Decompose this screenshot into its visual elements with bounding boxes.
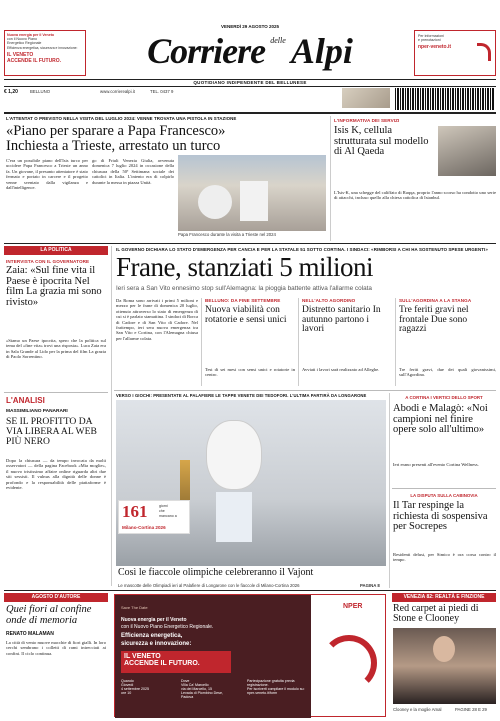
ad-where: Dove Villa Ca' Marcello via dei Marcello, 15 Levada di Piombino Dese, Padova: [181, 679, 223, 699]
countdown-text: che: [159, 509, 165, 513]
pope-photo-caption: Papa Francesco durante la visita a Trieste nel 2024: [178, 232, 276, 237]
price: € 1,20: [4, 89, 18, 95]
right-top-kicker: L'INFORMATIVA DEI SERVIZI: [334, 118, 400, 123]
main-lead: Da Roma sono arrivati i primi 5 milioni e mezzo per le frane di domenica 20 luglio, ottenuto attraverso lo stato di emergenza di cui si è parlato stamattina. I sindaci di Borca di Cadore e di San Vito di Cadore. Nel frattempo, ieri sera nuova emergenza tra San Vito e Cortina, con l'Alemagna chiusa per l'allarme colata.: [116, 298, 198, 341]
bottom-right-headline[interactable]: Red carpet ai piedi di Stone e Clooney: [393, 603, 479, 625]
ad-line: sicurezza e innovazione:: [121, 641, 192, 647]
ad-logo: NPER: [343, 603, 363, 610]
story-headline[interactable]: Tre feriti gravi nel frontale Due sono ragazzi: [399, 305, 469, 335]
countdown-number: 161: [122, 502, 148, 521]
right-low-body: Residenti delusi, per Simico è ora corsa contro il tempo.: [393, 552, 496, 563]
story-body: Tre feriti gravi, due dei quali giovanissimi, sull'Agordina.: [399, 367, 496, 378]
ad-when: Quando Giovedì 4 settembre 2025 ore 10: [121, 679, 149, 695]
ad-line: Efficienza energetica, sicurezza e innovazione:: [7, 46, 78, 50]
tagline: QUOTIDIANO INDIPENDENTE DEL BELLUNESE: [193, 80, 307, 85]
isis-photo: [438, 126, 496, 176]
bottom-left-headline[interactable]: Quei fiori al confine onde di memoria: [6, 604, 92, 626]
barcode: [395, 88, 495, 110]
section-bar-analisi: L'ANALISI: [6, 396, 45, 405]
story-kicker: BELLUNO: DA FINE SETTEMBRE: [205, 298, 281, 303]
logo-part: Corriere: [147, 31, 266, 71]
countdown-label: Milano-Cortina 2026: [122, 525, 166, 530]
ad-line: con il Nuovo Piano Energetico Regionale.: [121, 624, 214, 630]
story-body: Test di sei mesi con sensi unici e rotatorie in centro.: [205, 367, 295, 378]
story-body: Avviati i lavori sarà realizzato ad Alleghe.: [302, 367, 380, 372]
masthead-right-ad[interactable]: [414, 30, 496, 76]
photo-story-sign: PAGINA 8: [360, 583, 380, 588]
energy-ad[interactable]: [114, 594, 386, 717]
section-bar-cabinovia: LA DISPUTA SULLA CABINOVIA: [392, 491, 496, 500]
section-bar-agosto: AGOSTO D'AUTORE: [4, 593, 108, 602]
bottom-left-author: RENATO MALAMAN: [6, 631, 54, 637]
ad-line: IL VENETO: [7, 52, 34, 58]
analisi-headline[interactable]: SE IL PROFITTO DA VIA LIBERA AL WEB PIÙ NERO: [6, 416, 97, 447]
top-story-col2: go di Friuli Venezia Giulia, avvenuta domenica 7 luglio 2024 in occasione della chiusura della 50ª Settimana sociale dei cattolici in Italia. L'intento era di colpirlo durante la messa in piazza Unità.: [92, 158, 174, 185]
masthead-left-ad[interactable]: [4, 30, 86, 76]
pope-photo: [178, 155, 326, 231]
main-sub: Ieri sera a San Vito ennesimo stop sull'Alemagna: la pioggia battente attiva l'allarme colata: [116, 285, 372, 292]
ad-line: Energetico Regionale: [7, 41, 42, 45]
clooney-sign: PAGINE 28 E 29: [455, 707, 487, 712]
ad-line: con il Nuovo Piano: [7, 37, 37, 41]
ad-line: e prenotazioni: [418, 38, 441, 42]
section-bar-venezia: VENEZIA 82: REALTÀ E FINZIONE: [392, 593, 496, 602]
main-headline[interactable]: Frane, stanziati 5 milioni: [116, 252, 373, 282]
logo-part: delle: [270, 36, 286, 45]
ad-line: Nuova energia per il Veneto: [121, 617, 187, 623]
olympic-photo: [116, 400, 386, 566]
zaia-headline[interactable]: Zaia: «Sul fine vita il Paese è ipocrita Nel film La grazia mi sono rivisto»: [6, 265, 102, 309]
ad-tag: Save The Date: [121, 605, 148, 610]
ad-line: IL VENETO: [124, 653, 161, 660]
zaia-body: «Siamo un Paese ipocrita, spero che la politica sul tema del «fine vita» trovi una risposta». Luca Zaia era in Sala Grande al Lido per la prima del film La grazia di Paolo Sorrentino.: [6, 338, 106, 360]
right-top-headline[interactable]: Isis K, cellula strutturata sul modello di Al Qaeda: [334, 125, 429, 158]
top-story-kicker: L'ATTENTAT O PREVISTO NELLA VISITA DEL LUGLIO 2024: VENNE TROVATA UNA PISTOLA IN STAZIONE: [6, 116, 237, 121]
photo-story-kicker: VERSO I GIOCHI: PRESENTATE AL PALAFIERE LE TAPPE VENETE DEI TEDOFORI. L'ULTIMA PARTIRÀ DA LONGARONE: [116, 393, 367, 398]
story-kicker: NELL'ALTO AGORDINO: [302, 298, 356, 303]
mascot-body: [216, 492, 252, 542]
countdown-text: mancano a: [159, 514, 177, 518]
top-story-col1: C'era un possibile piano dell'Isis turco per uccidere Papa Francesco a Trieste un anno fa. Un giovane, il presunto attentatore è stato fermato e portato in carcere e il progetto venne sventato dalla vigilanza e dall'intelligence.: [6, 158, 88, 191]
right-mid-body: Ieri erano presenti all'evento Cortina Wellness.: [393, 462, 479, 467]
ad-line: nper-veneto.it: [418, 44, 452, 50]
right-top-body: L'Isis-K, una schegge del califfato di Raqqa, proprio l'anno scorso ha condotto uno serie di attacchi, incluso quello alla chiesa cattolica di Istanbul.: [334, 190, 496, 201]
countdown-text: giorni: [159, 504, 168, 508]
photo-story-sub: Le mascotte delle Olimpiadi ieri al Palafiere di Longarone con le fiaccole di Milano-Cortina 2026: [118, 583, 300, 588]
right-low-headline[interactable]: Il Tar respinge la richiesta di sospensiva per Socrepes: [393, 500, 488, 533]
issue-date: VENERDÌ 29 AGOSTO 2025: [220, 24, 280, 29]
ad-line: Efficienza energetica,: [121, 633, 183, 639]
sun-logo-icon: [321, 635, 377, 691]
story-kicker: SULL'AGORDINA A LA STANGA: [399, 298, 472, 303]
ad-line: ACCENDE IL FUTURO.: [124, 660, 200, 667]
clooney-caption: Clooney e la moglie Amal: [393, 707, 442, 712]
bottom-left-body: La città di vento muove macchie di fiori gialli. In loro cerchi sembrano i colletti di rami intrecciati ai confini. Il ciclo continua.: [6, 640, 106, 656]
ad-line: Nuova energia per il Veneto: [7, 33, 55, 37]
story-headline[interactable]: Distretto sanitario In autunno partono i lavori: [302, 305, 381, 335]
countdown-box: [118, 500, 190, 534]
story-headline[interactable]: Nuova viabilità con rotatorie e sensi unici: [205, 305, 287, 325]
ad-line: ACCENDE IL FUTURO.: [7, 58, 62, 64]
ad-registration: Partecipazione gratuita previa registrazione. Per iscriverti compilare il modulo su: nper-veneto.it/form: [247, 679, 305, 695]
analisi-author: MASSIMILIANO PANARARI: [6, 409, 68, 414]
right-mid-headline[interactable]: Abodi e Malagò: «Noi campioni nel finire opere solo all'ultimo»: [393, 403, 488, 436]
zaia-kicker: INTERVISTA CON IL GOVERNATORE: [6, 259, 90, 264]
section-bar-cortina: A CORTINA I VERTICI DELLO SPORT: [392, 393, 496, 402]
masthead-photo: [342, 88, 390, 108]
photo-story-headline[interactable]: Così le fiaccole olimpiche celebreranno il Vajont: [118, 567, 314, 578]
info-city: BELLUNO: [30, 89, 51, 94]
logo-part: Alpi: [290, 31, 353, 71]
clooney-photo: [393, 628, 496, 704]
analisi-body: Dopo la chiusura — da tempo invocata da molti osservatori — della pagina Facebook «Mia moglie», il nuovo tristissimo affaire online riguarda altri due siti sessisti. Il vulnus alla dignità delle donne è profondo e la responsabilità delle piattaforme è evidente.: [6, 458, 106, 491]
info-web[interactable]: www.corrierealpi.it: [100, 89, 135, 94]
masthead-logo[interactable]: [130, 30, 370, 76]
info-tel: TEL. 0437 9: [150, 89, 174, 94]
section-bar-politica: LA POLITICA: [4, 246, 108, 255]
ad-line: Per informazioni: [418, 34, 444, 38]
top-story-headline[interactable]: «Piano per sparare a Papa Francesco» Inchiesta a Trieste, arrestato un turco: [6, 123, 226, 154]
main-kicker: IL GOVERNO DICHIARA LO STATO D'EMERGENZA PER CANCIA E PER LA STATALE 51 SOTTO CORTINA. I SINDACI: «RIMBORSI A CHI HA SOSTENUTO SPESE URGENTI»: [116, 247, 488, 252]
mascot-shape: [206, 420, 262, 490]
